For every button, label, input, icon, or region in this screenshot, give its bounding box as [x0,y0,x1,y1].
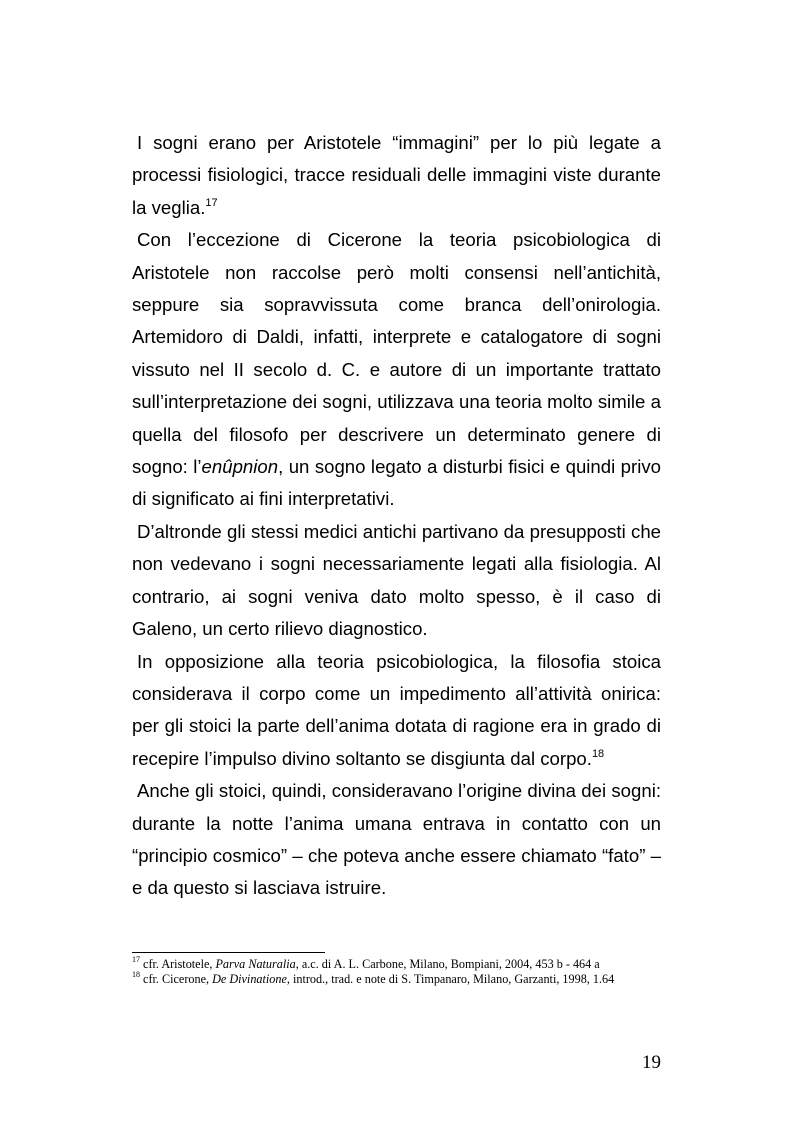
footnote-text-after: , introd., trad. e note di S. Timpanaro, Milano, Garzanti, 1998, 1.64 [286,972,615,986]
body-text [132,127,661,905]
footnote-text-before: cfr. Cicerone, [140,972,213,986]
paragraph-5-text: Anche gli stoici, quindi, consideravano l’origine divina dei sogni: durante la notte l’anima umana entrava in contatto con un “principio cosmico” – che poteva anche essere chiamato “fato” – e da questo si lasciava istruire. [132,780,661,899]
paragraph-1-text: I sogni erano per Aristotele “immagini” per lo più legate a processi fisiologici, tracce residuali delle immagini viste durante la veglia. [132,132,661,218]
paragraph-3 [132,516,661,646]
footnote-title: Parva Naturalia [215,957,296,971]
footnote-ref-17[interactable]: 17 [205,196,218,209]
footnote-title: De Divinatione [212,972,287,986]
footnote-17 [132,954,672,972]
paragraph-3-text: D’altronde gli stessi medici antichi partivano da presupposti che non vedevano i sogni necessariamente legati alla fisiologia. Al contrario, ai sogni veniva dato molto spesso, è il caso di Galeno, un certo rilievo diagnostico. [132,520,661,640]
footnote-18 [132,969,672,987]
paragraph-1 [132,127,661,224]
footnote-text-before: cfr. Aristotele, [140,957,216,971]
footnote-separator [132,952,325,953]
paragraph-4-text: In opposizione alla teoria psicobiologica, la filosofia stoica considerava il corpo come un impedimento all’attività onirica: per gli stoici la parte dell’anima dotata di ragione era in grado di recepire l’impulso divino soltanto se disgiunta dal corpo. [132,650,661,769]
footnotes [132,954,672,987]
page-number: 19 [642,1052,661,1073]
term-enupnion: enûpnion [201,456,279,478]
paragraph-2-text-after: , un sogno legato a disturbi fisici e quindi privo di significato ai fini interpretativi. [132,456,661,510]
footnote-ref-18[interactable]: 18 [591,747,605,760]
footnote-number: 17 [132,954,140,964]
paragraph-2 [132,224,661,516]
footnote-text-after: , a.c. di A. L. Carbone, Milano, Bompiani, 2004, 453 b - 464 a [295,957,600,971]
paragraph-2-text-before: Con l’eccezione di Cicerone la teoria psicobiologica di Aristotele non raccolse però molti consensi nell’antichità, seppure sia sopravvissuta come branca dell’onirologia. Artemidoro di Daldi, infatti, interprete e catalogatore di sogni vissuto nel II secolo d. C. e autore di un importante trattato sull’interpretazione dei sogni, utilizzava una teoria molto simile a quella del filosofo per descrivere un determinato genere di sogno: l’ [132,229,661,478]
paragraph-4 [132,646,661,776]
footnote-number: 18 [132,969,140,979]
paragraph-5 [132,775,661,905]
